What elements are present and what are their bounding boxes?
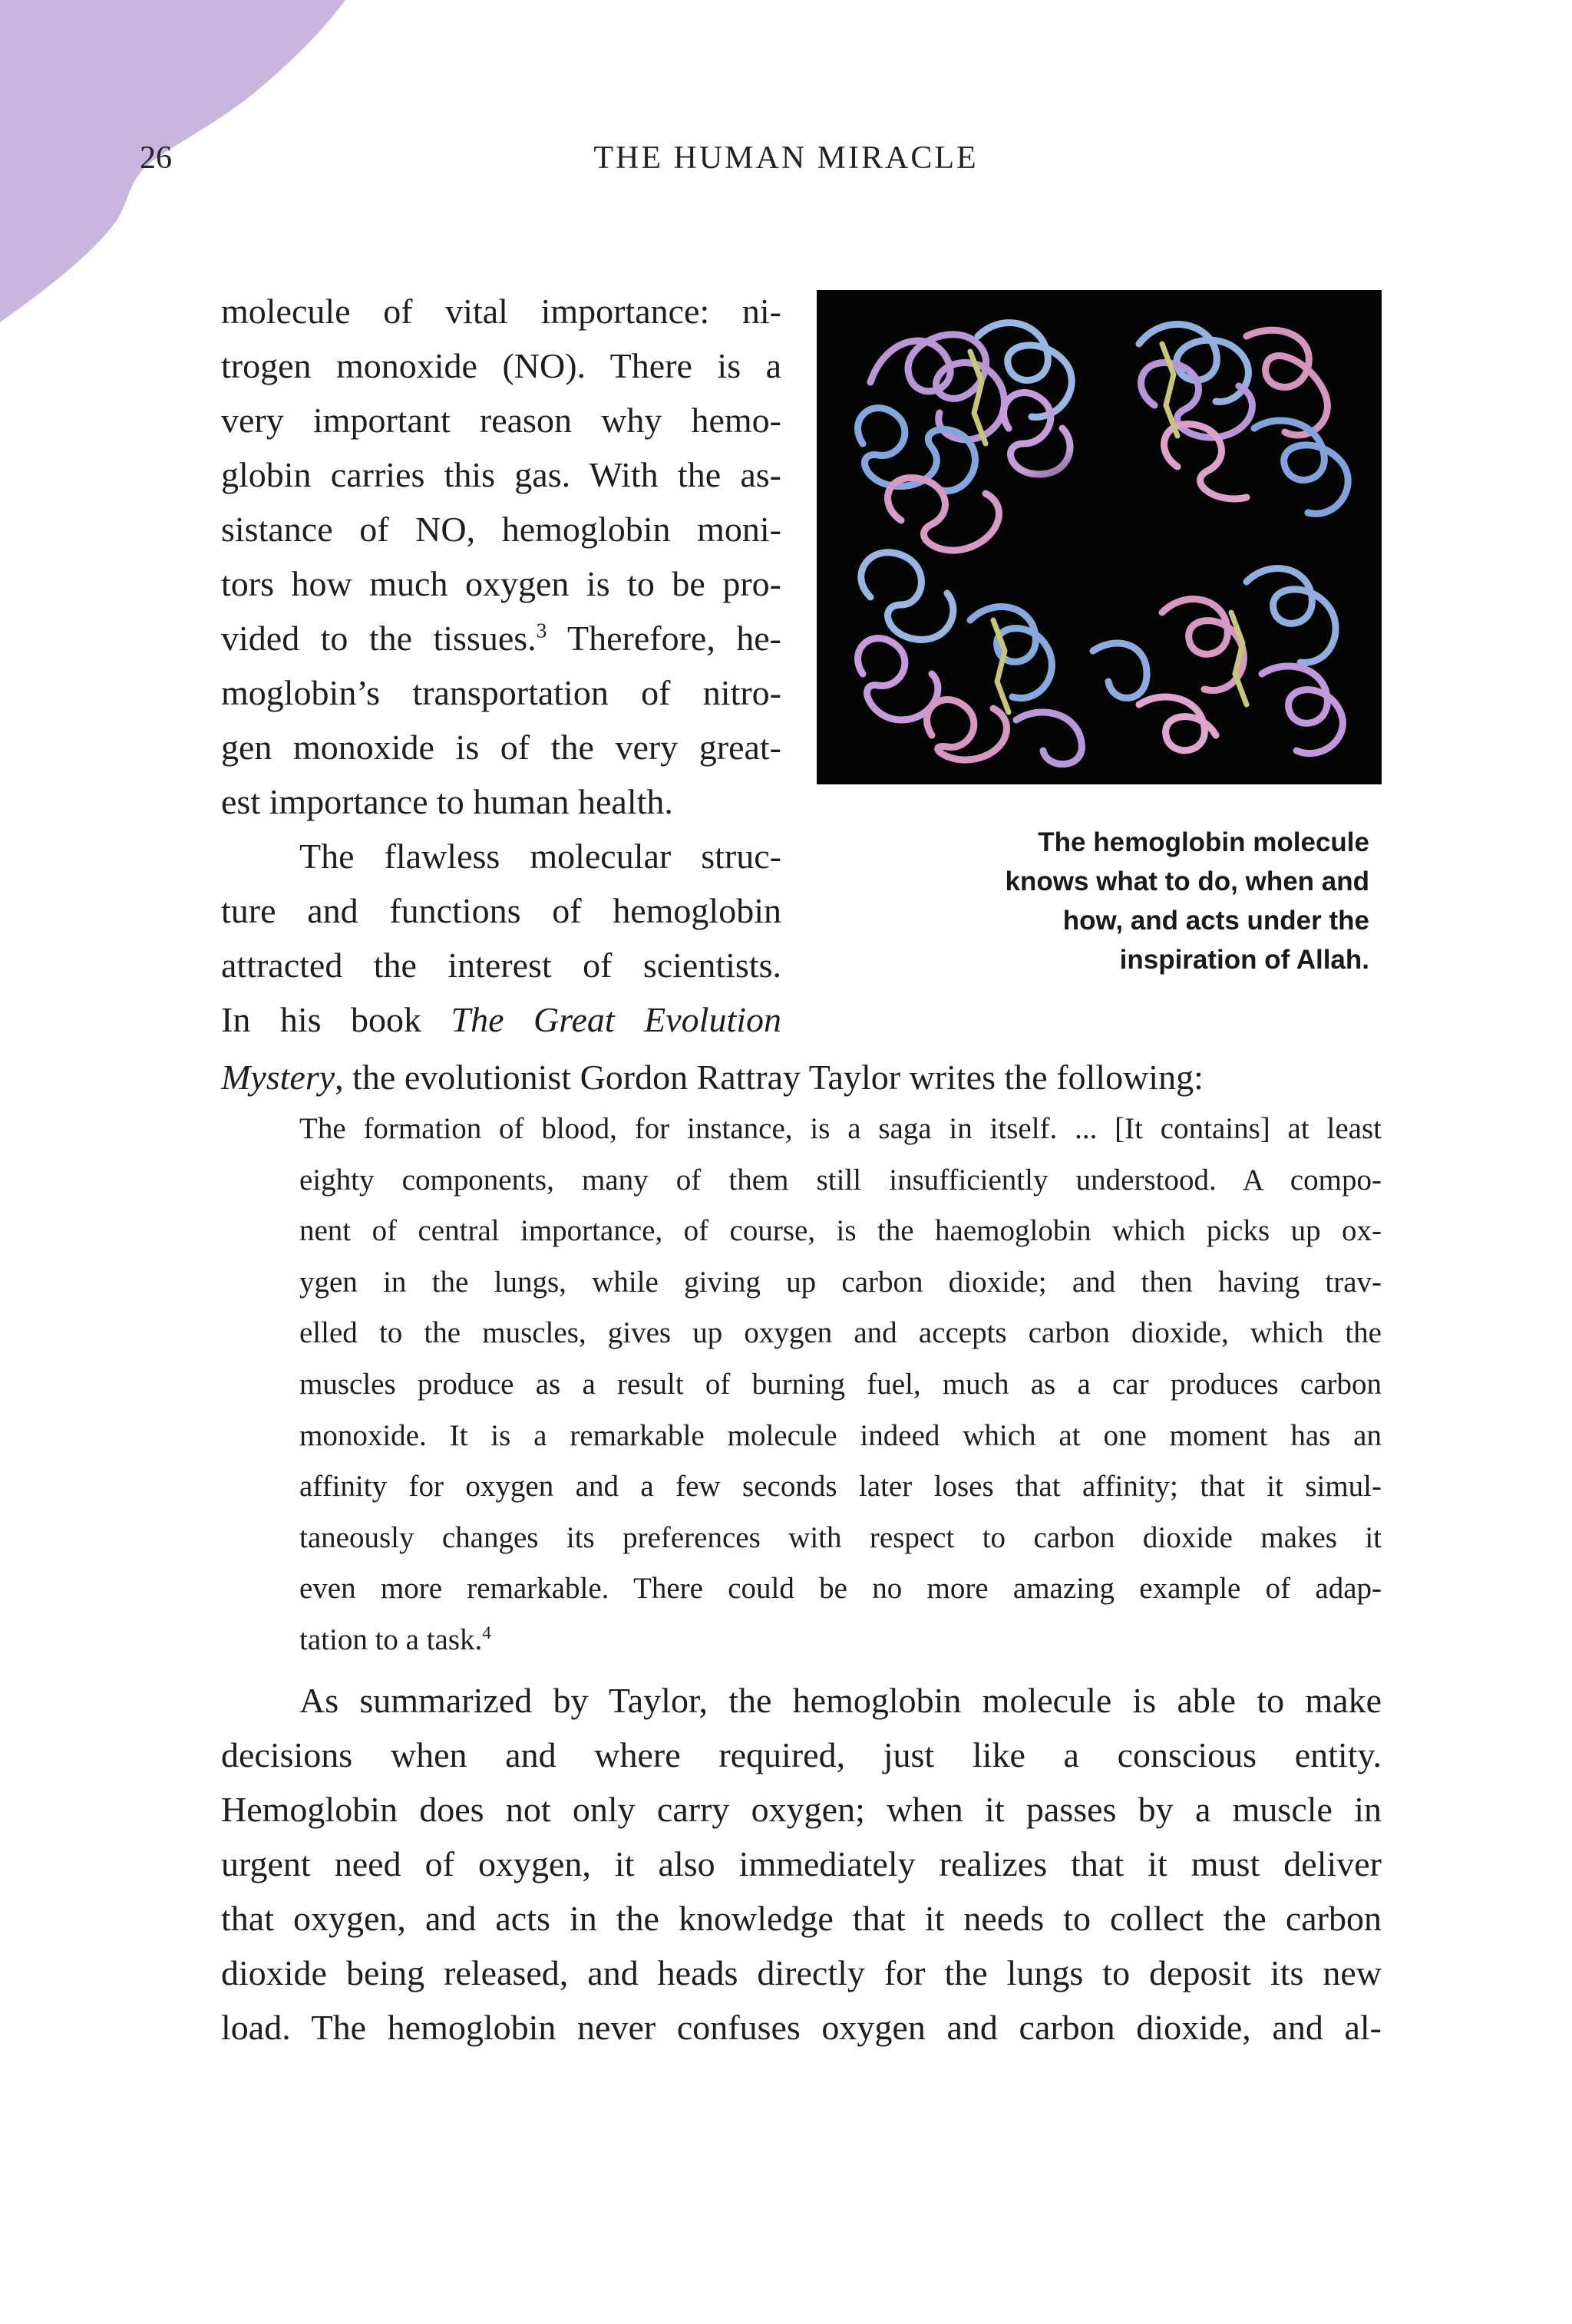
text-line <box>221 611 781 665</box>
page-number: 26 <box>140 140 172 176</box>
hemoglobin-ribbon-illustration <box>817 290 1382 784</box>
text-line: trogen monoxide (NO). There is a <box>221 346 781 385</box>
text-line: moglobin’s transportation of nitro- <box>221 673 781 712</box>
text-line <box>221 992 781 1047</box>
quote-line: nent of central importance, of course, is the haemoglobin which picks up ox- <box>299 1214 1382 1248</box>
quote-line: eighty components, many of them still insufficiently understood. A compo- <box>299 1163 1382 1197</box>
text-segment: vided to the tissues. <box>221 619 537 658</box>
text-line: that oxygen, and acts in the knowledge that it needs to collect the carbon <box>221 1899 1382 1938</box>
text-line: est importance to human health. <box>221 782 673 821</box>
text-segment: tation to a task. <box>299 1623 483 1656</box>
text-line: ture and functions of hemoglobin <box>221 891 781 930</box>
text-line: Hemoglobin does not only carry oxygen; when it passes by a muscle in <box>221 1790 1382 1829</box>
text-line: decisions when and where required, just like a conscious entity. <box>221 1735 1382 1774</box>
text-line: load. The hemoglobin never confuses oxygen and carbon dioxide, and al- <box>221 2008 1382 2047</box>
text-line: attracted the interest of scientists. <box>221 946 781 985</box>
body-paragraph <box>221 1673 1382 2055</box>
quote-line: The formation of blood, for instance, is a saga in itself. ... [It contains] at least <box>299 1112 1382 1145</box>
text-line: urgent need of oxygen, it also immediately realizes that it must deliver <box>221 1844 1382 1883</box>
block-quote <box>299 1104 1382 1666</box>
text-line: dioxide being released, and heads directly for the lungs to deposit its new <box>221 1953 1382 1992</box>
quote-line: elled to the muscles, gives up oxygen and accepts carbon dioxide, which the <box>299 1316 1382 1350</box>
text-segment: Therefore, he- <box>547 619 781 658</box>
text-line: globin carries this gas. With the as- <box>221 455 781 494</box>
text-line: molecule of vital importance: ni- <box>221 292 781 331</box>
caption-line: inspiration of Allah. <box>1119 945 1369 975</box>
text-line: gen monoxide is of the very great- <box>221 728 781 767</box>
running-title: THE HUMAN MIRACLE <box>593 140 979 176</box>
footnote-ref-3: 3 <box>536 618 547 642</box>
footnote-ref-4: 4 <box>482 1623 491 1643</box>
text-segment: , the evolutionist Gordon Rattray Taylor writes the following: <box>335 1058 1204 1097</box>
quote-line: affinity for oxygen and a few seconds later loses that affinity; that it simul- <box>299 1470 1382 1504</box>
quote-line <box>299 1615 1382 1666</box>
hemoglobin-molecule-image <box>817 290 1382 784</box>
text-line <box>221 1050 1382 1104</box>
figure-caption <box>906 823 1369 979</box>
quote-line: muscles produce as a result of burning fuel, much as a car produces carbon <box>299 1367 1382 1401</box>
caption-line: knows what to do, when and <box>1005 867 1369 896</box>
caption-line: how, and acts under the <box>1062 906 1369 936</box>
intro-column <box>221 284 781 1047</box>
text-line: The flawless molecular struc- <box>299 837 781 876</box>
text-line: sistance of NO, hemoglobin moni- <box>221 510 781 549</box>
text-segment: In his book <box>221 1000 451 1039</box>
quote-line: ygen in the lungs, while giving up carbon dioxide; and then having trav- <box>299 1265 1382 1299</box>
text-line: As summarized by Taylor, the hemoglobin molecule is able to make <box>299 1681 1382 1720</box>
quote-line: taneously changes its preferences with respect to carbon dioxide makes it <box>299 1520 1382 1554</box>
quote-line: even more remarkable. There could be no more amazing example of adap- <box>299 1572 1382 1606</box>
text-line: tors how much oxygen is to be pro- <box>221 564 781 603</box>
book-title: Mystery <box>221 1058 335 1097</box>
book-title: The Great Evolution <box>451 1000 782 1039</box>
quote-line: monoxide. It is a remarkable molecule indeed which at one moment has an <box>299 1418 1382 1452</box>
caption-line: The hemoglobin molecule <box>1038 827 1369 857</box>
text-line: very important reason why hemo- <box>221 401 781 440</box>
